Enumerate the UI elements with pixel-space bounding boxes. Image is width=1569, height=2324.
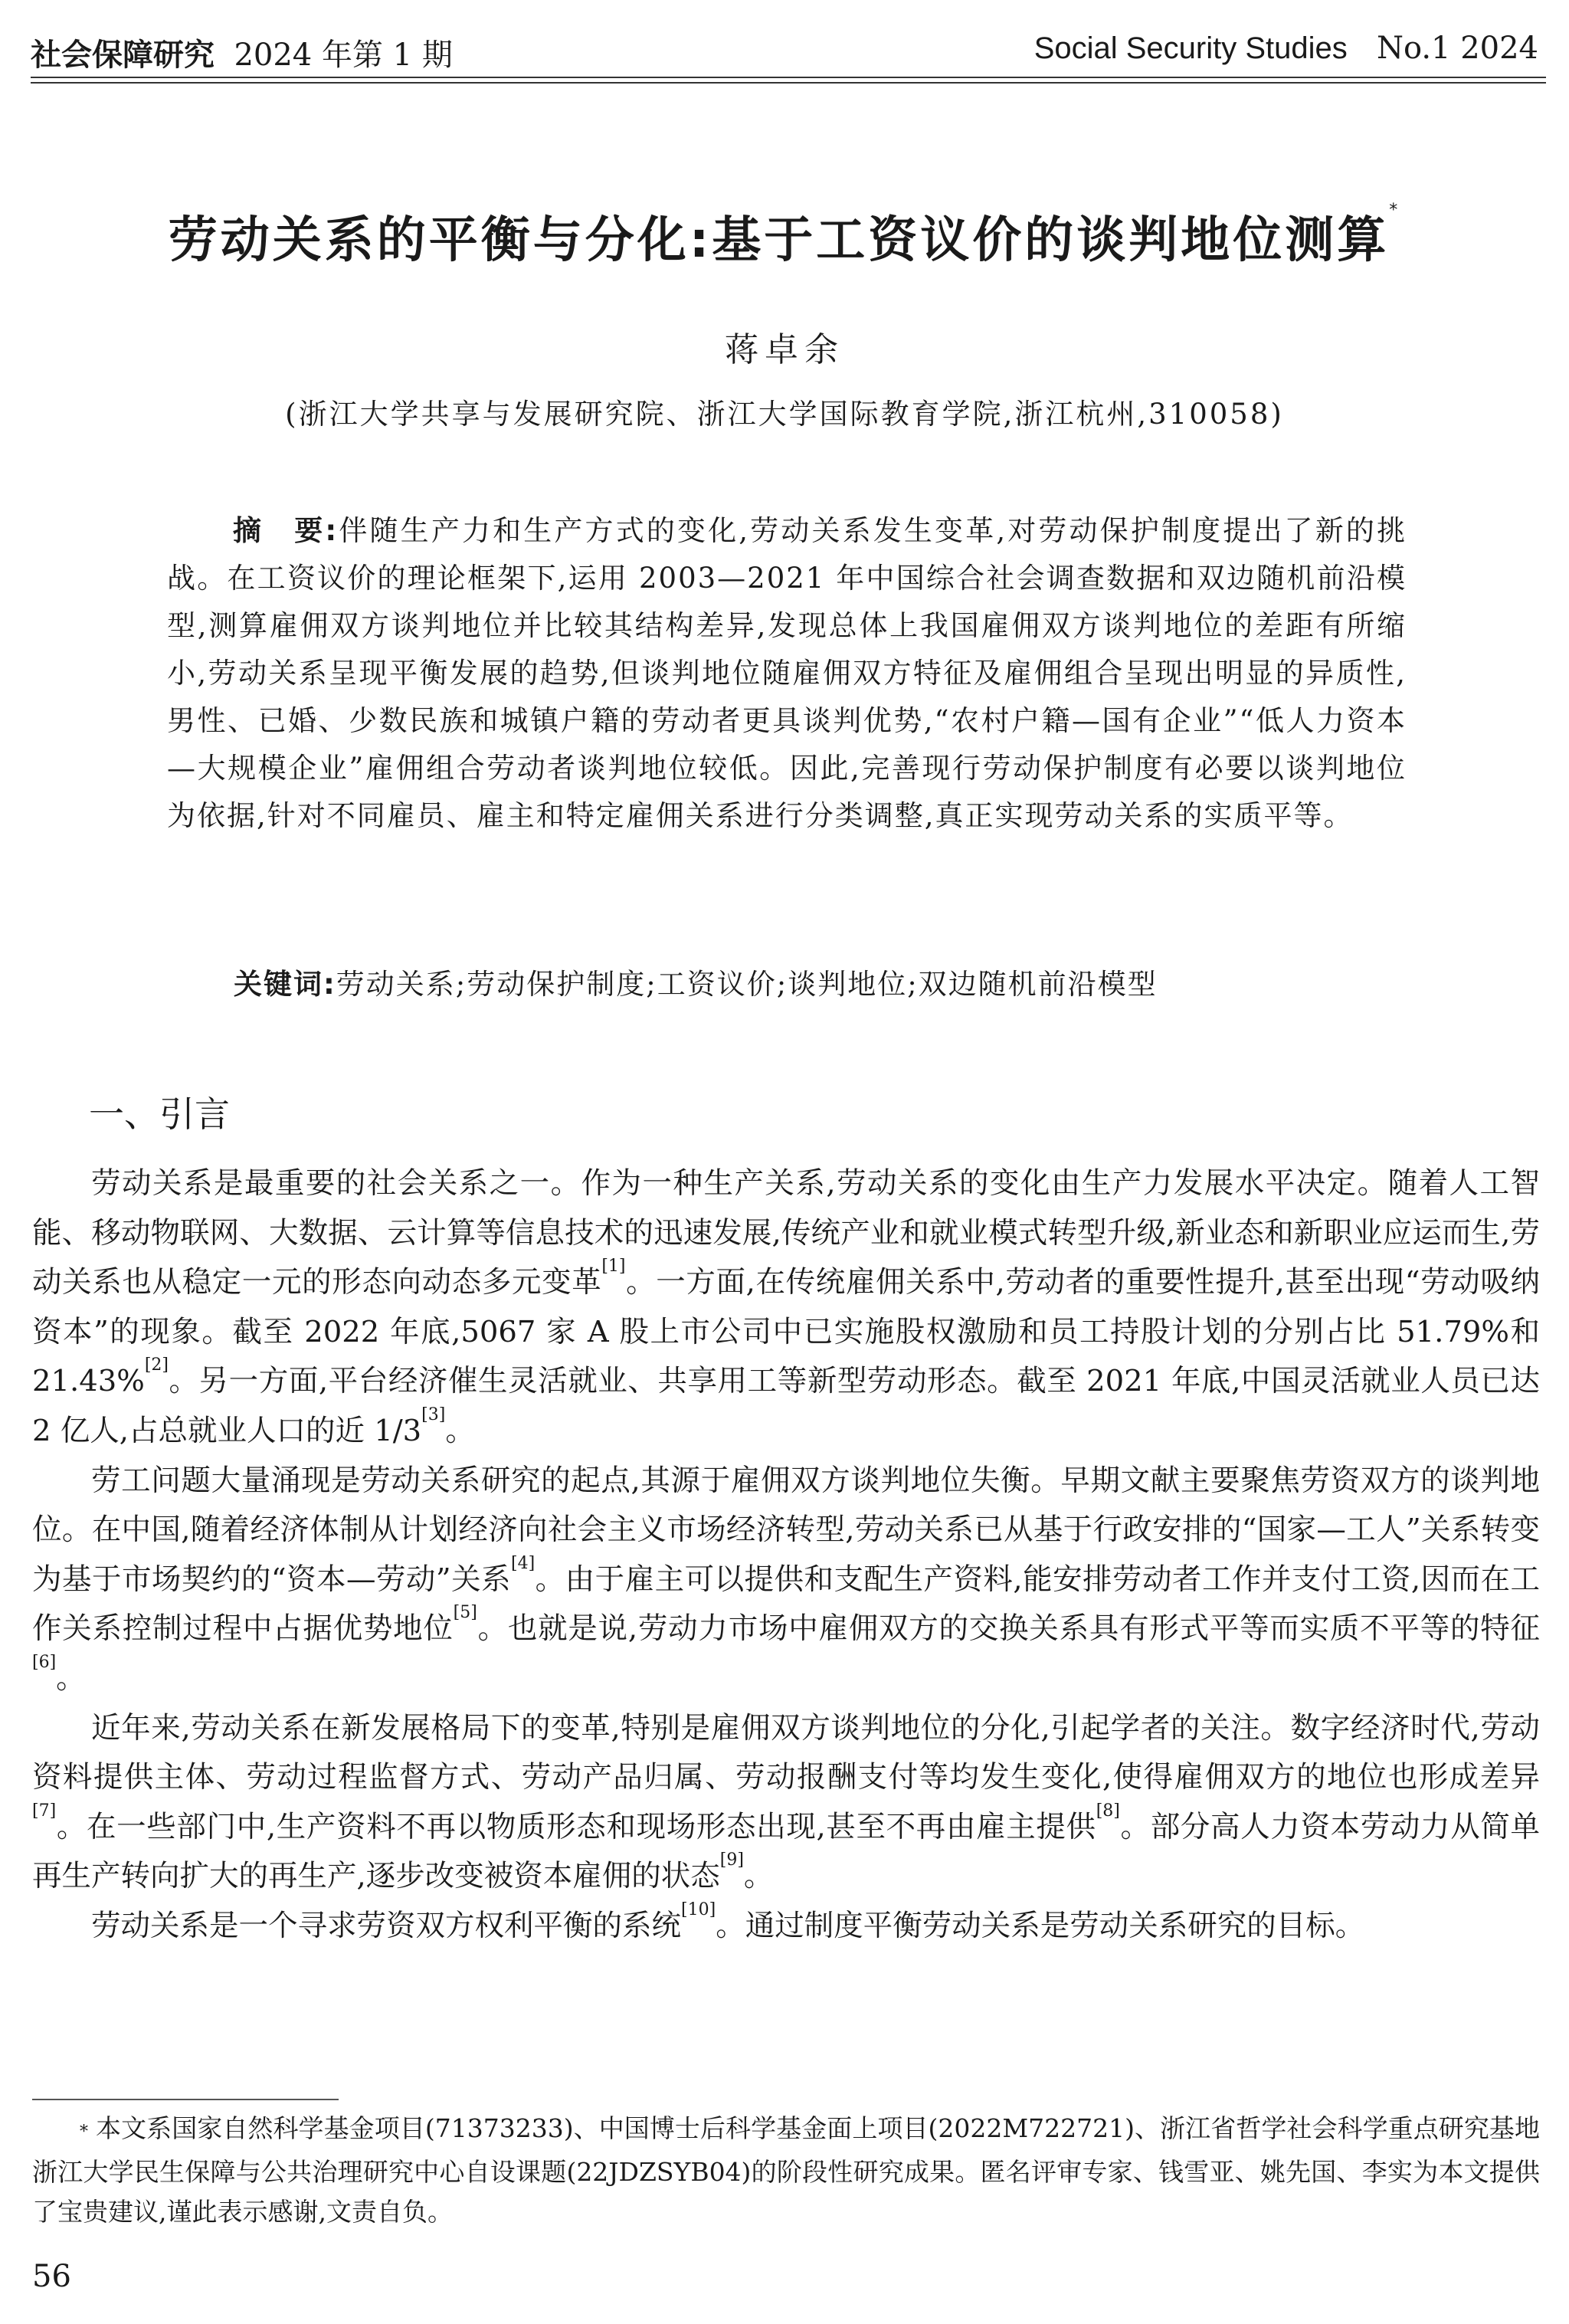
citation-ref[interactable]: [5] <box>453 1603 477 1623</box>
paragraph-text: 。 <box>445 1413 475 1448</box>
journal-name-cn: 社会保障研究 <box>31 38 215 73</box>
footnote-text: 本文系国家自然科学基金项目(71373233)、中国博士后科学基金面上项目(2022M722721)、浙江省哲学社会科学重点研究基地浙江大学民生保障与公共治理研究中心自设课题(22JDZSYB04)的阶段性研究成果。匿名评审专家、钱雪亚、姚先国、李实为本文提供了宝贵建议,谨此表示感谢,文责自负。 <box>32 2113 1540 2227</box>
citation-ref[interactable]: [4] <box>511 1553 536 1573</box>
paper-title <box>0 201 1569 271</box>
paragraph-text: 劳工问题大量涌现是劳动关系研究的起点,其源于雇佣双方谈判地位失衡。早期文献主要聚焦劳资双方的谈判地位。在中国,随着经济体制从计划经济向社会主义市场经济转型,劳动关系已从基于行政安排的“国家—工人”关系转变为基于市场契约的“资本—劳动”关系 <box>32 1463 1540 1597</box>
abstract-text: 伴随生产力和生产方式的变化,劳动关系发生变革,对劳动保护制度提出了新的挑战。在工资议价的理论框架下,运用 2003—2021 年中国综合社会调查数据和双边随机前沿模型,测算雇佣双方谈判地位并比较其结构差异,发现总体上我国雇佣双方谈判地位的差距有所缩小,劳动关系呈现平衡发展的趋势,但谈判地位随雇佣双方特征及雇佣组合呈现出明显的异质性,男性、已婚、少数民族和城镇户籍的劳动者更具谈判优势,“农村户籍—国有企业”“低人力资本—大规模企业”雇佣组合劳动者谈判地位较低。因此,完善现行劳动保护制度有必要以谈判地位为依据,针对不同雇员、雇主和特定雇佣关系进行分类调整,真正实现劳动关系的实质平等。 <box>167 514 1407 832</box>
footnote-mark: * <box>80 2122 88 2142</box>
issue-en: No.1 2024 <box>1376 31 1538 66</box>
header-rule-second <box>31 82 1546 84</box>
page-number: 56 <box>32 2259 71 2294</box>
citation-ref[interactable]: [3] <box>421 1405 446 1424</box>
keywords-label: 关键词: <box>234 968 336 1001</box>
citation-ref[interactable]: [10] <box>681 1900 716 1919</box>
citation-ref[interactable]: [9] <box>719 1850 744 1870</box>
body-paragraph <box>32 1704 1540 1902</box>
body-paragraph <box>32 1159 1540 1457</box>
running-header-english <box>1034 31 1538 66</box>
paragraph-text: 。由于雇主可以提供和支配生产资料,能安排劳动者工作并支付工资,因而在工作关系控制过程中占据优势地位 <box>32 1562 1540 1647</box>
citation-ref[interactable]: [2] <box>144 1355 169 1375</box>
section-heading: 一、引言 <box>89 1093 230 1135</box>
body-paragraph <box>32 1457 1540 1704</box>
paragraph-text: 。在一些部门中,生产资料不再以物质形态和现场形态出现,甚至不再由雇主提供 <box>56 1809 1096 1844</box>
footnote-rule <box>32 2099 339 2100</box>
title-text: 劳动关系的平衡与分化:基于工资议价的谈判地位测算 <box>168 212 1390 269</box>
affiliation: (浙江大学共享与发展研究院、浙江大学国际教育学院,浙江杭州,310058) <box>285 398 1284 431</box>
journal-name-en: Social Security Studies <box>1033 31 1348 65</box>
author: 蒋卓余 <box>725 330 844 369</box>
paragraph-text: 。另一方面,平台经济催生灵活就业、共享用工等新型劳动形态。截至 2021 年底,中国灵活就业人员已达 2 亿人,占总就业人口的近 1/3 <box>32 1364 1540 1448</box>
header-rule <box>31 77 1546 78</box>
paragraph-text: 劳动关系是最重要的社会关系之一。作为一种生产关系,劳动关系的变化由生产力发展水平决定。随着人工智能、移动物联网、大数据、云计算等信息技术的迅速发展,传统产业和就业模式转型升级,新业态和新职业应运而生,劳动关系也从稳定一元的形态向动态多元变革 <box>32 1166 1540 1300</box>
issue-cn: 2024 年第 1 期 <box>234 38 453 73</box>
paragraph-text: 。一方面,在传统雇佣关系中,劳动者的重要性提升,甚至出现“劳动吸纳资本”的现象。截至 2022 年底,5067 家 A 股上市公司中已实施股权激励和员工持股计划的分别占比 51.79%和 21.43% <box>32 1265 1540 1399</box>
citation-ref[interactable]: [1] <box>601 1257 626 1277</box>
title-footnote-mark: * <box>1389 201 1401 220</box>
paragraph-text: 近年来,劳动关系在新发展格局下的变革,特别是雇佣双方谈判地位的分化,引起学者的关注。数字经济时代,劳动资料提供主体、劳动过程监督方式、劳动产品归属、劳动报酬支付等均发生变化,使得雇佣双方的地位也形成差异 <box>32 1710 1540 1795</box>
paragraph-text: 劳动关系是一个寻求劳资双方权利平衡的系统 <box>91 1908 682 1943</box>
body-text <box>32 1159 1540 1952</box>
citation-ref[interactable]: [6] <box>32 1652 57 1672</box>
keywords <box>234 961 1158 1002</box>
body-paragraph <box>32 1902 1540 1952</box>
paragraph-text: 。 <box>56 1660 86 1696</box>
keywords-text: 劳动关系;劳动保护制度;工资议价;谈判地位;双边随机前沿模型 <box>336 968 1158 1001</box>
citation-ref[interactable]: [8] <box>1096 1801 1120 1821</box>
abstract-label: 摘 要: <box>233 514 339 547</box>
abstract <box>167 507 1407 840</box>
paragraph-text: 。通过制度平衡劳动关系是劳动关系研究的目标。 <box>716 1908 1365 1943</box>
paragraph-text: 。也就是说,劳动力市场中雇佣双方的交换关系具有形式平等而实质不平等的特征 <box>477 1611 1540 1647</box>
running-header-journal <box>31 31 453 74</box>
paragraph-text: 。 <box>743 1859 774 1894</box>
paragraph-text: 。部分高人力资本劳动力从简单再生产转向扩大的再生产,逐步改变被资本雇佣的状态 <box>32 1809 1540 1894</box>
footnote <box>32 2109 1540 2232</box>
citation-ref[interactable]: [7] <box>32 1801 57 1821</box>
